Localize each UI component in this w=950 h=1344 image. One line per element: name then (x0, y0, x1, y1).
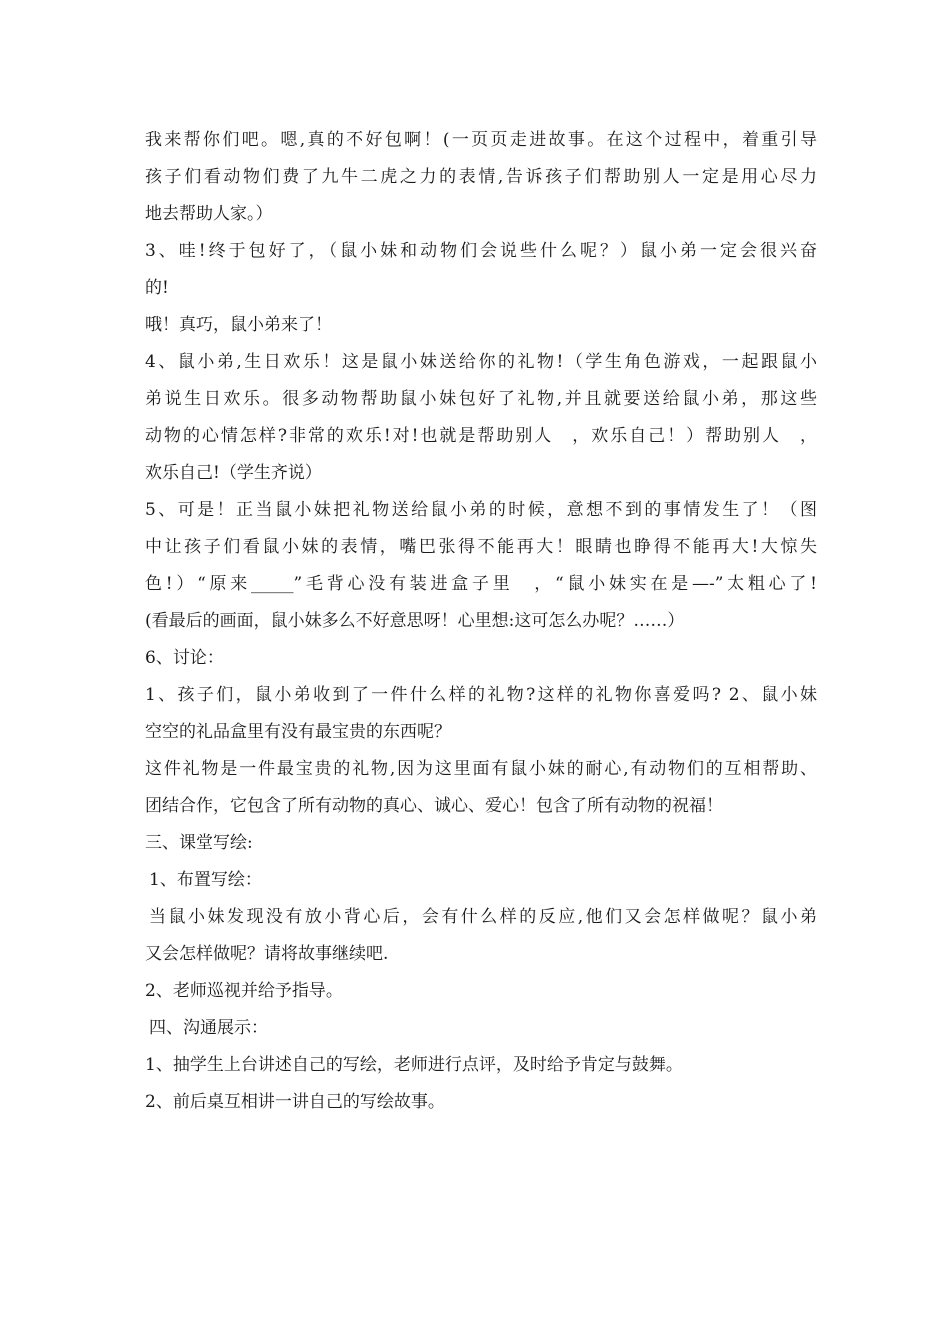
paragraph-line: 我来帮你们吧。嗯,真的不好包啊！(一页页走进故事。在这个过程中，着重引导 (145, 130, 817, 150)
paragraph-line: 4、鼠小弟,生日欢乐！这是鼠小妹送给你的礼物!（学生角色游戏，一起跟鼠小 (145, 352, 817, 372)
paragraph-line: 2、老师巡视并给予指导。 (145, 981, 343, 1001)
paragraph-line: 地去帮助人家。） (145, 204, 273, 224)
document-body (145, 122, 817, 1121)
paragraph-line: 3、哇!终于包好了，（鼠小妹和动物们会说些什么呢？）鼠小弟一定会很兴奋 (145, 241, 817, 261)
paragraph-line: 欢乐自己!（学生齐说） (145, 463, 322, 483)
paragraph-line: 色!）“原来_____”毛背心没有装进盒子里 ，“鼠小妹实在是—-”太粗心了! (145, 574, 817, 594)
paragraph-line: (看最后的画面，鼠小妹多么不好意思呀！心里想:这可怎么办呢？……） (145, 611, 685, 631)
paragraph-line: 哦！真巧，鼠小弟来了！ (145, 315, 332, 335)
paragraph-line: 空空的礼品盒里有没有最宝贵的东西呢？ (145, 722, 451, 742)
paragraph-line: 又会怎样做呢？请将故事继续吧. (145, 944, 389, 964)
subsection-heading: 1、布置写绘： (149, 870, 262, 890)
paragraph-line: 团结合作，它包含了所有动物的真心、诚心、爱心！包含了所有动物的祝福！ (145, 796, 723, 816)
paragraph-line: 当鼠小妹发现没有放小背心后，会有什么样的反应,他们又会怎样做呢？鼠小弟 (149, 907, 817, 927)
paragraph-line: 孩子们看动物们费了九牛二虎之力的表情,告诉孩子们帮助别人一定是用心尽力 (145, 167, 817, 187)
paragraph-line: 5、可是！正当鼠小妹把礼物送给鼠小弟的时候，意想不到的事情发生了！（图 (145, 500, 817, 520)
paragraph-line: 的! (145, 278, 169, 298)
paragraph-line: 弟说生日欢乐。很多动物帮助鼠小妹包好了礼物,并且就要送给鼠小弟，那这些 (145, 389, 817, 409)
paragraph-line: 1、孩子们，鼠小弟收到了一件什么样的礼物?这样的礼物你喜爱吗? 2、鼠小妹 (145, 685, 817, 705)
paragraph-line: 动物的心情怎样?非常的欢乐!对!也就是帮助别人 ，欢乐自己！）帮助别人 ， (145, 426, 817, 446)
section-heading: 三、课堂写绘: (145, 833, 253, 853)
section-heading: 6、讨论： (145, 648, 224, 668)
paragraph-line: 这件礼物是一件最宝贵的礼物,因为这里面有鼠小妹的耐心,有动物们的互相帮助、 (145, 759, 817, 779)
section-heading: 四、沟通展示： (149, 1018, 268, 1038)
paragraph-line: 2、前后桌互相讲一讲自己的写绘故事。 (145, 1092, 445, 1112)
paragraph-line: 1、抽学生上台讲述自己的写绘，老师进行点评，及时给予肯定与鼓舞。 (145, 1055, 683, 1075)
paragraph-line: 中让孩子们看鼠小妹的表情，嘴巴张得不能再大！眼睛也睁得不能再大!大惊失 (145, 537, 817, 557)
